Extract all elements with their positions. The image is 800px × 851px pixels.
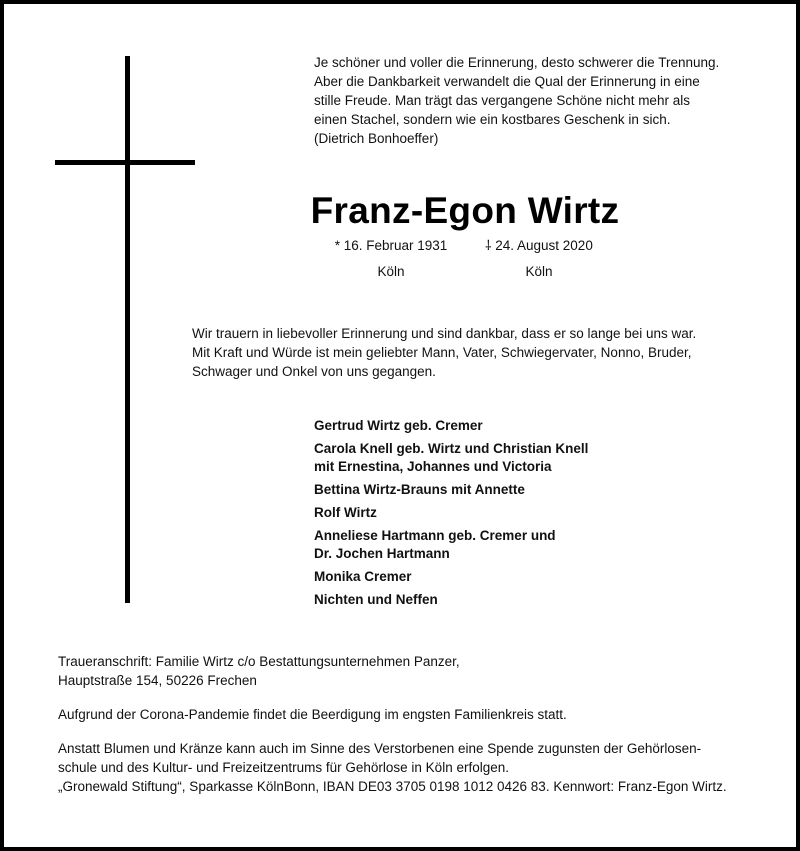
donation-line: schule und des Kultur- und Freizeitzentrums für Gehörlose in Köln erfolgen. [58, 760, 509, 775]
quote-line: stille Freude. Man trägt das vergangene Schöne nicht mehr als [314, 93, 690, 108]
family-entry [314, 440, 588, 476]
mourning-line: Mit Kraft und Würde ist mein geliebter Mann, Vater, Schwiegervater, Nonno, Bruder, [192, 345, 692, 360]
mourning-text [192, 324, 696, 381]
address-line: Hauptstraße 154, 50226 Frechen [58, 673, 257, 688]
donation-line: „Gronewald Stiftung“, Sparkasse KölnBonn, IBAN DE03 3705 0198 1012 0426 83. Kennwort: Franz-Egon Wirtz. [58, 779, 727, 794]
family-entry [314, 504, 588, 522]
birth-date: * 16. Februar 1931 [334, 238, 448, 253]
family-line: Bettina Wirtz-Brauns mit Annette [314, 482, 525, 497]
deceased-name: Franz-Egon Wirtz [310, 190, 620, 231]
family-list [314, 417, 588, 614]
family-line: Nichten und Neffen [314, 592, 438, 607]
family-line: Anneliese Hartmann geb. Cremer und [314, 528, 556, 543]
address-line: Traueranschrift: Familie Wirtz c/o Bestattungsunternehmen Panzer, [58, 654, 460, 669]
birth-info [326, 233, 456, 285]
family-entry [314, 591, 588, 609]
family-line: Carola Knell geb. Wirtz und Christian Knell [314, 441, 589, 456]
birth-place: Köln [377, 264, 405, 279]
quote-line: Aber die Dankbarkeit verwandelt die Qual der Erinnerung in eine [314, 74, 700, 89]
family-entry [314, 568, 588, 586]
donation-line: Anstatt Blumen und Kränze kann auch im Sinne des Verstorbenen eine Spende zugunsten der Gehörlosen- [58, 741, 702, 756]
footer-info [58, 652, 727, 796]
family-line: Gertrud Wirtz geb. Cremer [314, 418, 483, 433]
mourning-line: Schwager und Onkel von uns gegangen. [192, 364, 436, 379]
quote-line: einen Stachel, sondern wie ein kostbares Geschenk in sich. [314, 112, 671, 127]
cross-vertical-bar [125, 56, 130, 603]
family-entry [314, 481, 588, 499]
family-line: Monika Cremer [314, 569, 412, 584]
quote-author: (Dietrich Bonhoeffer) [314, 131, 439, 146]
corona-notice: Aufgrund der Corona-Pandemie findet die Beerdigung im engsten Familienkreis statt. [58, 707, 567, 722]
family-line: Rolf Wirtz [314, 505, 377, 520]
family-entry [314, 417, 588, 435]
family-line: mit Ernestina, Johannes und Victoria [314, 459, 552, 474]
death-date: ⸸ 24. August 2020 [485, 238, 593, 253]
quote-line: Je schöner und voller die Erinnerung, desto schwerer die Trennung. [314, 55, 720, 70]
quote-block [314, 53, 774, 148]
cross-horizontal-bar [55, 160, 195, 165]
family-line: Dr. Jochen Hartmann [314, 546, 450, 561]
family-entry [314, 527, 588, 563]
mourning-line: Wir trauern in liebevoller Erinnerung und sind dankbar, dass er so lange bei uns war. [192, 326, 697, 341]
death-place: Köln [525, 264, 553, 279]
death-info [474, 233, 604, 285]
